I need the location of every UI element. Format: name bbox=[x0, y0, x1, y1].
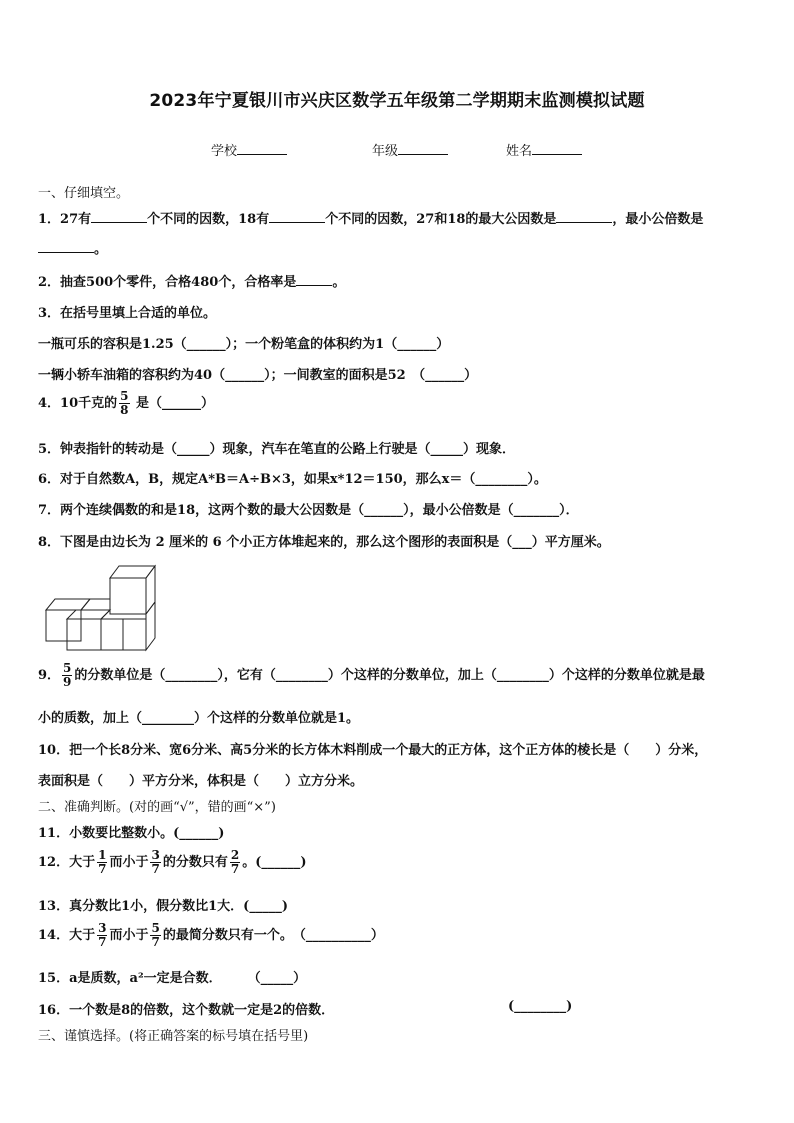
question-12: 12．大于 $\frac{1}{7}$ 而小于 $\frac{3}{7}$ 的分数只有 $\frac{2}{7}$ 。(______) bbox=[38, 848, 307, 876]
fraction: $\frac{2}{7}$ bbox=[230, 848, 240, 876]
question-10-cont: 表面积是（ ）平方分米，体积是（ ）立方分米。 bbox=[38, 774, 364, 789]
question-8: 8．下图是由边长为 2 厘米的 6 个小正方体堆起来的，那么这个图形的表面积是（___）平方厘米。 bbox=[38, 535, 610, 550]
question-16-answer[interactable]: (________) bbox=[508, 999, 573, 1014]
name-blank[interactable] bbox=[532, 142, 582, 155]
school-blank[interactable] bbox=[237, 142, 287, 155]
question-3-line-1: 一瓶可乐的容积是1.25（______）；一个粉笔盒的体积约为1（______） bbox=[38, 337, 450, 352]
answer-blank[interactable] bbox=[38, 240, 94, 253]
name-label: 姓名 bbox=[506, 144, 533, 159]
cube-stack-figure bbox=[44, 562, 159, 652]
question-13: 13．真分数比1小，假分数比1大．(_____) bbox=[38, 899, 288, 914]
question-5: 5．钟表指针的转动是（_____）现象，汽车在笔直的公路上行驶是（_____）现象． bbox=[38, 442, 516, 457]
section-1-heading: 一、仔细填空。 bbox=[38, 186, 130, 201]
question-4: 4．10千克的 $\frac{5}{8}$ 是（______） bbox=[38, 389, 215, 417]
school-field[interactable] bbox=[211, 140, 287, 159]
question-9-cont: 小的质数，加上（________）个这样的分数单位就是1。 bbox=[38, 711, 360, 726]
question-2: 2．抽查500个零件，合格480个，合格率是 。 bbox=[38, 275, 346, 290]
grade-label: 年级 bbox=[372, 144, 399, 159]
fraction: $\frac{3}{7}$ bbox=[98, 921, 107, 949]
name-field[interactable] bbox=[506, 140, 582, 159]
fraction: $\frac{5}{7}$ bbox=[151, 921, 160, 949]
section-2-heading: 二、准确判断。(对的画“√”，错的画“×”) bbox=[38, 800, 276, 815]
question-16: 16．一个数是8的倍数，这个数就一定是2的倍数． bbox=[38, 1003, 335, 1018]
question-9: 9． $\frac{5}{9}$ 的分数单位是（________），它有（________）个这样的分数单位，加上（________）个这样的分数单位就是最 bbox=[38, 661, 705, 689]
answer-blank[interactable] bbox=[269, 210, 325, 223]
fraction: $\frac{5}{8}$ bbox=[120, 389, 129, 417]
fraction: $\frac{3}{7}$ bbox=[151, 848, 160, 876]
question-15: 15．a是质数，a²一定是合数． （_____） bbox=[38, 971, 307, 986]
question-14: 14．大于 $\frac{3}{7}$ 而小于 $\frac{5}{7}$ 的最简分数只有一个。 （__________） bbox=[38, 921, 384, 949]
fraction: $\frac{1}{7}$ bbox=[98, 848, 107, 876]
page-title: 2023年宁夏银川市兴庆区数学五年级第二学期期末监测模拟试题 bbox=[149, 91, 645, 111]
grade-blank[interactable] bbox=[398, 142, 448, 155]
answer-blank[interactable] bbox=[296, 273, 332, 286]
fraction: $\frac{5}{9}$ bbox=[63, 661, 72, 689]
answer-blank[interactable] bbox=[556, 210, 612, 223]
question-1-cont: 。 bbox=[38, 238, 107, 257]
question-7: 7．两个连续偶数的和是18，这两个数的最大公因数是（______），最小公倍数是（_______）． bbox=[38, 503, 579, 518]
question-3: 3．在括号里填上合适的单位。 bbox=[38, 306, 217, 321]
grade-field[interactable] bbox=[372, 140, 448, 159]
question-3-line-2: 一辆小轿车油箱的容积约为40（______）；一间教室的面积是52 （______） bbox=[38, 368, 478, 383]
question-11: 11．小数要比整数小。(______) bbox=[38, 826, 225, 841]
answer-blank[interactable] bbox=[91, 210, 147, 223]
question-6: 6．对于自然数A，B，规定A*B＝A÷B×3，如果x*12＝150，那么x＝（________）。 bbox=[38, 472, 547, 487]
school-label: 学校 bbox=[211, 144, 238, 159]
question-1: 1．27有 个不同的因数，18有 个不同的因数，27和18的最大公因数是 ，最小公倍数是 bbox=[38, 212, 704, 227]
question-10: 10．把一个长8分米、宽6分米、高5分米的长方体木料削成一个最大的正方体，这个正方体的棱长是（ ）分米， bbox=[38, 743, 708, 758]
section-3-heading: 三、谨慎选择。(将正确答案的标号填在括号里) bbox=[38, 1029, 309, 1044]
